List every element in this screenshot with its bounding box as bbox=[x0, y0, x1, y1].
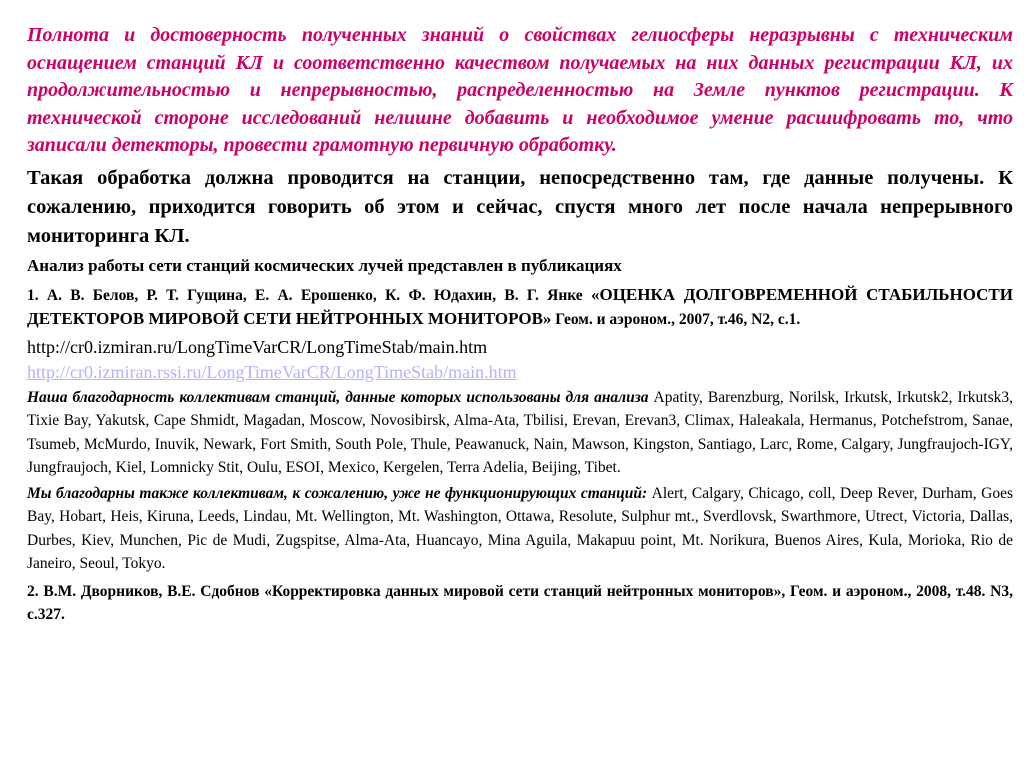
slide-content bbox=[27, 22, 1013, 626]
thanks-closed-list: Alert, Calgary, Chicago, coll, Deep Rever, Durham, Goes Bay, Hobart, Heis, Kiruna, Leeds, Lindau, Mt. Wellington, Mt. Washington, Ottawa, Resolute, Sulphur mt., Sverdlovsk, Swarthmore, Utrect, Victoria, Dallas, Durbes, Kiev, Munchen, Pic de Mudi, Zugspitse, Alma-Ata, Huancayo, Mina Aguila, Makapuu point, Mt. Norikura, Buenos Aires, Kula, Morioka, Rio de Janeiro, Seoul, Tokyo. bbox=[27, 484, 1014, 572]
thanks-active-stations bbox=[27, 386, 1013, 480]
url-plain-text: http://cr0.izmiran.ru/LongTimeVarCR/LongTimeStab/main.htm bbox=[27, 336, 488, 357]
intro-paragraph: Полнота и достоверность полученных знаний о свойствах гелиосферы неразрывны с техническим оснащением станций КЛ и соответственно качеством получаемых на них данных регистрации КЛ, их продолжительностью и непрерывностью, распределенностью на Земле пунктов регистрации. К технической стороне исследований нелишне добавить и необходимое умение расшифровать то, что записали детекторы, провести грамотную первичную обработку. bbox=[27, 24, 1013, 156]
reference-1-source: Геом. и аэроном., 2007, т.46, N2, с.1. bbox=[551, 310, 801, 328]
url-hyperlink[interactable]: http://cr0.izmiran.rssi.ru/LongTimeVarCR/LongTimeStab/main.htm bbox=[27, 361, 517, 382]
reference-1 bbox=[27, 283, 1013, 331]
reference-2-text: . В.М. Дворников, В.Е. Сдобнов «Корректировка данных мировой сети станций нейтронных мониторов», Геом. и аэроном., 2008, т.48. N3, с.327. bbox=[27, 582, 1013, 623]
thanks-active-lead: Наша благодарность коллективам станций, данные которых использованы для анализа bbox=[27, 388, 649, 406]
reference-1-authors: 1. А. В. Белов, Р. Т. Гущина, Е. А. Ерошенко, К. Ф. Юдахин, В. Г. Янке bbox=[27, 286, 591, 304]
reference-2 bbox=[27, 580, 1013, 626]
processing-paragraph: Такая обработка должна проводится на станции, непосредственно там, где данные получены. К сожалению, приходится говорить об этом и сейчас, спустя много лет после начала непрерывного мониторинга КЛ. bbox=[27, 166, 1013, 247]
thanks-closed-lead: Мы благодарны также коллективам, к сожалению, уже не функционирующих станций: bbox=[27, 484, 648, 502]
analysis-heading: Анализ работы сети станций космических лучей представлен в публикациях bbox=[27, 255, 622, 275]
thanks-closed-stations bbox=[27, 482, 1013, 576]
reference-1-title: «ОЦЕНКА ДОЛГОВРЕМЕННОЙ СТАБИЛЬНОСТИ ДЕТЕКТОРОВ МИРОВОЙ СЕТИ НЕЙТРОННЫХ МОНИТОРОВ» bbox=[27, 284, 1013, 328]
reference-2-number: 2 bbox=[27, 582, 35, 600]
thanks-active-list: Apatity, Barenzburg, Norilsk, Irkutsk, Irkutsk2, Irkutsk3, Tixie Bay, Yakutsk, Cape Shmidt, Magadan, Moscow, Novosibirsk, Alma-Ata, Tbilisi, Erevan, Erevan3, Climax, Haleakala, Hermanus, Potchefstrom, Sanae, Tsumeb, McMurdo, Inuvik, Newark, Fort Smith, South Pole, Thule, Peawanuck, Nain, Mawson, Kingston, Santiago, Larc, Rome, Calgary, Jungfraujoch-IGY, Jungfraujoch, Kiel, Lomnicky Stit, Oulu, ESOI, Mexico, Kergelen, Terra Adelia, Beijing, Tibet. bbox=[27, 388, 1014, 476]
